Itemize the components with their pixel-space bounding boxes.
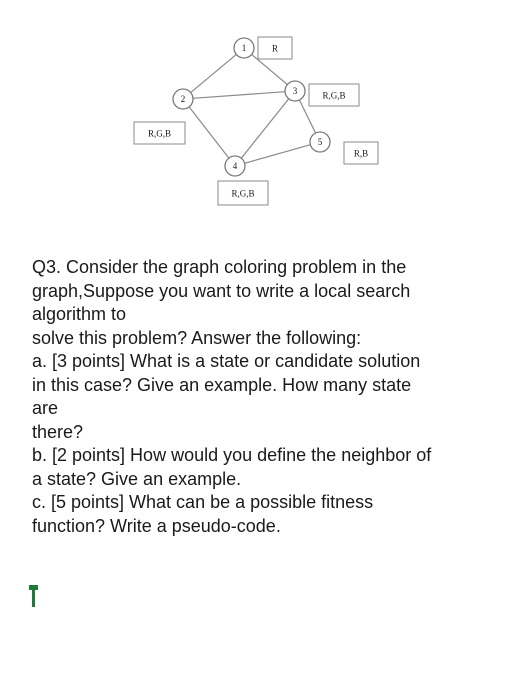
graph-node-2 bbox=[173, 89, 193, 109]
graph-edges bbox=[189, 54, 315, 163]
question-line: a state? Give an example. bbox=[32, 468, 242, 489]
text-cursor-icon[interactable] bbox=[29, 585, 38, 607]
node-id: 5 bbox=[317, 137, 323, 147]
graph-edge-2-3 bbox=[193, 92, 285, 99]
node-id: 3 bbox=[292, 86, 298, 96]
graph-node-5 bbox=[310, 132, 330, 152]
question-line: c. [5 points] What can be a possible fitness bbox=[32, 492, 374, 512]
domain-label: R,G,B bbox=[147, 128, 172, 139]
node-id: 4 bbox=[232, 161, 238, 171]
node-id: 2 bbox=[180, 94, 186, 104]
question-line: b. [2 points] How would you define the neighbor of bbox=[32, 445, 432, 465]
question-line: are bbox=[32, 398, 59, 418]
domain-box-node-4 bbox=[218, 181, 268, 205]
question-line: in this case? Give an example. How many state bbox=[32, 374, 412, 395]
domain-label: R bbox=[271, 43, 279, 54]
question-line: a. [3 points] What is a state or candidate solution bbox=[32, 351, 421, 371]
cursor-stem bbox=[32, 589, 35, 607]
question-line: algorithm to bbox=[32, 304, 127, 324]
graph-node-4 bbox=[225, 156, 245, 176]
domain-label: R,G,B bbox=[322, 90, 346, 101]
question-line: function? Write a pseudo-code. bbox=[32, 515, 281, 536]
graph-node-1 bbox=[234, 38, 254, 58]
graph-edge-1-2 bbox=[191, 54, 237, 92]
domain-label: R,G,B bbox=[231, 188, 255, 199]
question-text bbox=[32, 256, 502, 538]
graph-node-3 bbox=[285, 81, 305, 101]
domain-box-node-1 bbox=[258, 37, 292, 59]
question-line: graph,Suppose you want to write a local search bbox=[32, 280, 411, 301]
question-line: Q3. Consider the graph coloring problem in the bbox=[32, 257, 407, 277]
domain-box-node-2 bbox=[134, 122, 185, 144]
domain-box-node-5 bbox=[344, 142, 378, 164]
graph-edge-4-5 bbox=[245, 145, 311, 164]
graph-edge-3-4 bbox=[241, 99, 289, 158]
question-line: there? bbox=[32, 421, 84, 442]
domain-label: R,B bbox=[353, 148, 369, 159]
question-line: solve this problem? Answer the following: bbox=[32, 327, 362, 348]
node-id: 1 bbox=[241, 43, 247, 53]
domain-box-node-3 bbox=[309, 84, 359, 106]
graph-edge-2-4 bbox=[189, 107, 229, 158]
graph-diagram bbox=[0, 0, 516, 240]
